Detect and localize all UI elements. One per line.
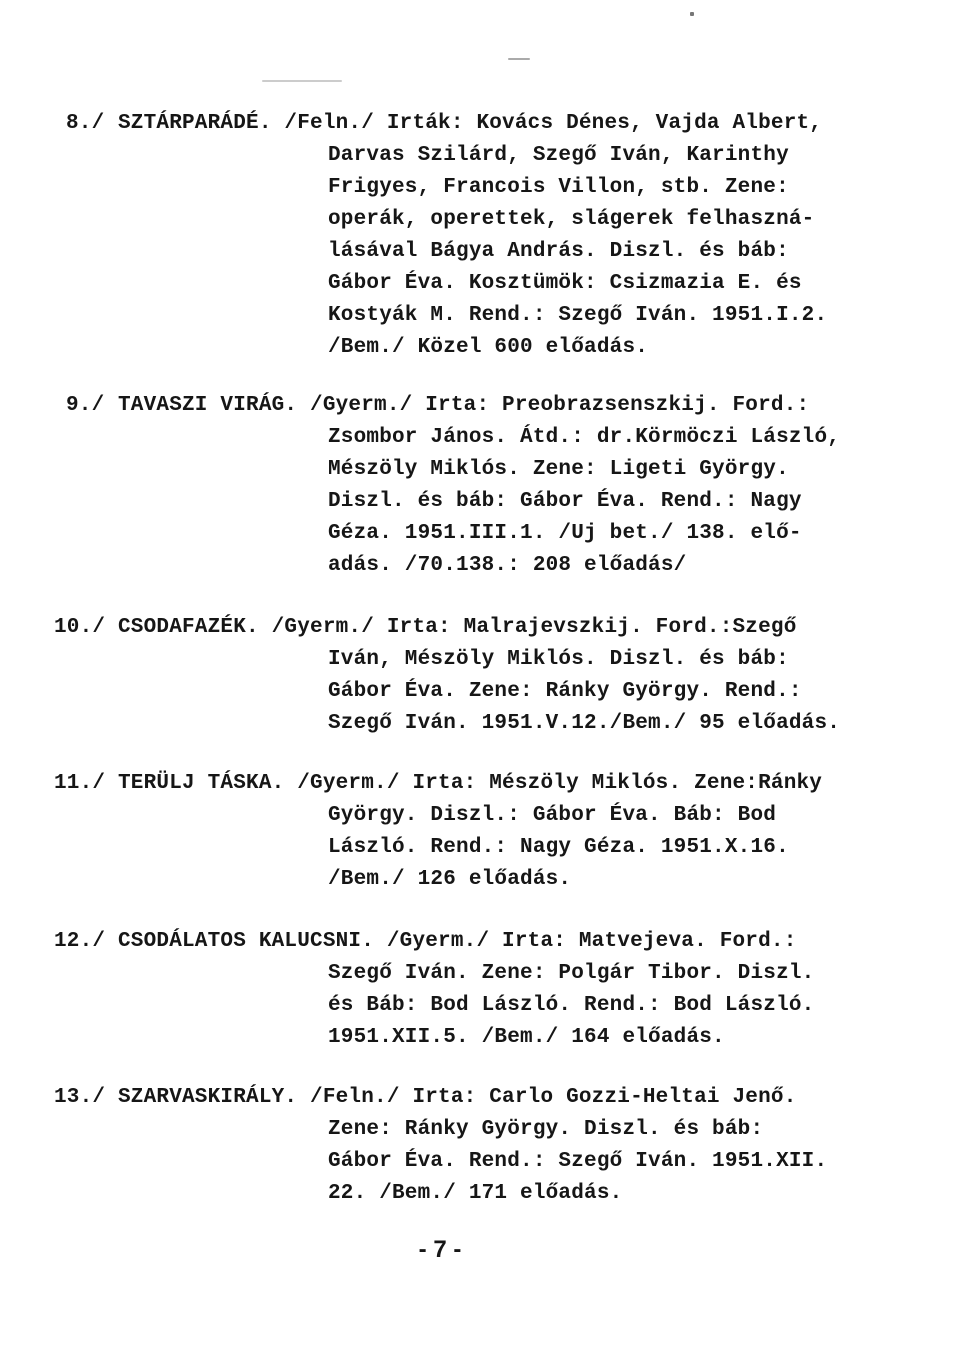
entry-text: Kostyák M. Rend.: Szegő Iván. 1951.I.2. bbox=[328, 304, 828, 327]
entry-text: Frigyes, Francois Villon, stb. Zene: bbox=[328, 176, 789, 199]
entry-text: 22. /Bem./ 171 előadás. bbox=[328, 1182, 623, 1205]
entry-number: 9./ bbox=[66, 394, 105, 417]
entry-line bbox=[66, 204, 866, 236]
entry-line bbox=[66, 108, 866, 140]
entry-line bbox=[66, 390, 866, 422]
entry-line bbox=[66, 1178, 866, 1210]
entry-line bbox=[66, 1146, 866, 1178]
entry-line bbox=[66, 1022, 866, 1054]
entry-text: 1951.XII.5. /Bem./ 164 előadás. bbox=[328, 1026, 725, 1049]
entry-text: László. Rend.: Nagy Géza. 1951.X.16. bbox=[328, 836, 789, 859]
entry-text: Darvas Szilárd, Szegő Iván, Karinthy bbox=[328, 144, 789, 167]
entry-line bbox=[54, 926, 866, 958]
entry-line bbox=[66, 708, 866, 740]
entry-line bbox=[66, 676, 866, 708]
entry-number: 12./ bbox=[54, 930, 106, 953]
entry-line bbox=[54, 768, 866, 800]
entry-title-line: CSODÁLATOS KALUCSNI. /Gyerm./ Irta: Matvejeva. Ford.: bbox=[118, 930, 797, 953]
catalog-entry-9 bbox=[66, 390, 866, 582]
entry-line bbox=[66, 550, 866, 582]
entry-line bbox=[66, 832, 866, 864]
catalog-entry-10 bbox=[54, 612, 866, 740]
entry-line bbox=[66, 268, 866, 300]
entry-text: operák, operettek, slágerek felhaszná- bbox=[328, 208, 815, 231]
entry-line bbox=[66, 1114, 866, 1146]
catalog-entry-12 bbox=[54, 926, 866, 1054]
entry-line bbox=[66, 140, 866, 172]
entry-number: 8./ bbox=[66, 112, 105, 135]
catalog-entry-11 bbox=[54, 768, 866, 896]
entry-line bbox=[66, 236, 866, 268]
entry-title-line: SZARVASKIRÁLY. /Feln./ Irta: Carlo Gozzi-Heltai Jenő. bbox=[118, 1086, 797, 1109]
entry-title-line: TERÜLJ TÁSKA. /Gyerm./ Irta: Mészöly Miklós. Zene:Ránky bbox=[118, 772, 823, 795]
entry-text: Diszl. és báb: Gábor Éva. Rend.: Nagy bbox=[328, 490, 802, 513]
entry-text: lásával Bágya András. Diszl. és báb: bbox=[328, 240, 789, 263]
entry-line bbox=[66, 172, 866, 204]
entry-text: Mészöly Miklós. Zene: Ligeti György. bbox=[328, 458, 789, 481]
entry-text: Gábor Éva. Zene: Ránky György. Rend.: bbox=[328, 680, 802, 703]
entry-text: Gábor Éva. Kosztümök: Csizmazia E. és bbox=[328, 272, 802, 295]
entry-line bbox=[66, 332, 866, 364]
entry-text: Zene: Ránky György. Diszl. és báb: bbox=[328, 1118, 764, 1141]
entry-number: 10./ bbox=[54, 616, 106, 639]
entry-text: György. Diszl.: Gábor Éva. Báb: Bod bbox=[328, 804, 777, 827]
entry-line bbox=[66, 518, 866, 550]
entry-line bbox=[54, 612, 866, 644]
entry-text: Szegő Iván. 1951.V.12./Bem./ 95 előadás. bbox=[328, 712, 841, 735]
entry-text: /Bem./ 126 előadás. bbox=[328, 868, 572, 891]
entry-title-line: TAVASZI VIRÁG. /Gyerm./ Irta: Preobrazsenszkij. Ford.: bbox=[118, 394, 810, 417]
entry-text: /Bem./ Közel 600 előadás. bbox=[328, 336, 649, 359]
entry-line bbox=[66, 300, 866, 332]
entry-line bbox=[66, 800, 866, 832]
entry-text: Gábor Éva. Rend.: Szegő Iván. 1951.XII. bbox=[328, 1150, 828, 1173]
entry-line bbox=[66, 422, 866, 454]
entry-text: és Báb: Bod László. Rend.: Bod László. bbox=[328, 994, 815, 1017]
entry-title-line: CSODAFAZÉK. /Gyerm./ Irta: Malrajevszkij. Ford.:Szegő bbox=[118, 616, 797, 639]
entry-line bbox=[66, 990, 866, 1022]
page-number: - 7 - bbox=[418, 1236, 462, 1263]
scan-speck bbox=[690, 12, 694, 16]
entry-line bbox=[66, 864, 866, 896]
entry-line bbox=[54, 1082, 866, 1114]
entry-number: 13./ bbox=[54, 1086, 106, 1109]
entry-text: Szegő Iván. Zene: Polgár Tibor. Diszl. bbox=[328, 962, 815, 985]
entry-line bbox=[66, 486, 866, 518]
entry-text: adás. /70.138.: 208 előadás/ bbox=[328, 554, 687, 577]
catalog-entry-13 bbox=[54, 1082, 866, 1210]
entry-line bbox=[66, 644, 866, 676]
entry-line bbox=[66, 454, 866, 486]
entry-text: Géza. 1951.III.1. /Uj bet./ 138. elő- bbox=[328, 522, 802, 545]
entry-number: 11./ bbox=[54, 772, 106, 795]
entry-text: Zsombor János. Átd.: dr.Körmöczi László, bbox=[328, 426, 841, 449]
entry-title-line: SZTÁRPARÁDÉ. /Feln./ Irták: Kovács Dénes, Vajda Albert, bbox=[118, 112, 823, 135]
entry-text: Iván, Mészöly Miklós. Diszl. és báb: bbox=[328, 648, 789, 671]
catalog-entry-8 bbox=[66, 108, 866, 364]
scan-speck bbox=[262, 80, 342, 82]
scan-speck bbox=[508, 58, 530, 60]
entry-line bbox=[66, 958, 866, 990]
